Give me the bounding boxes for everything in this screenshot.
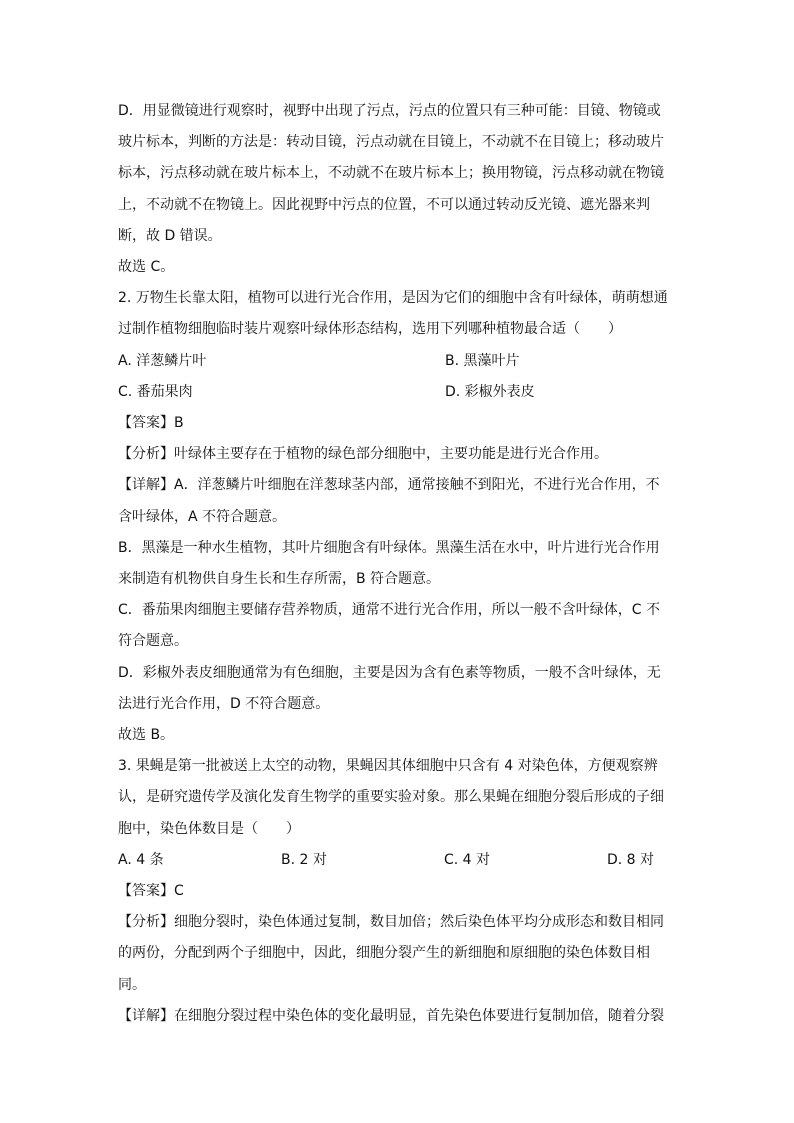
question-3-stem: 认，是研究遗传学及演化发育生物学的重要实验对象。那么果蝇在细胞分裂后形成的子细 (118, 789, 664, 806)
answer-line: 【答案】B (118, 415, 184, 432)
detail-line: C．番茄果肉细胞主要储存营养物质，通常不进行光合作用，所以一般不含叶绿体，C 不 (118, 602, 660, 619)
option-c: C. 番茄果肉 (118, 383, 193, 400)
analysis-line: 的两份，分配到两个子细胞中，因此，细胞分裂产生的新细胞和原细胞的染色体数目相 (118, 945, 650, 962)
option-b: B. 2 对 (281, 851, 327, 868)
option-b: B. 黑藻叶片 (445, 352, 520, 369)
text-line: D．用显微镜进行观察时，视野中出现了污点，污点的位置只有三种可能：目镜、物镜或 (118, 103, 661, 119)
question-3-options (118, 845, 674, 876)
choose-line: 故选 C。 (118, 259, 175, 276)
text-line: 标本，污点移动就在玻片标本上，不动就不在玻片标本上；换用物镜，污点移动就在物镜 (118, 165, 664, 182)
question-2-stem: 2. 万物生长靠太阳，植物可以进行光合作用，是因为它们的细胞中含有叶绿体，萌萌想通 (118, 290, 668, 307)
detail-line: D．彩椒外表皮细胞通常为有色细胞，主要是因为含有色素等物质，一般不含叶绿体，无 (118, 664, 661, 681)
detail-line: 符合题意。 (118, 633, 188, 650)
detail-line: 【详解】在细胞分裂过程中染色体的变化最明显，首先染色体要进行复制加倍，随着分裂 (118, 1007, 664, 1024)
detail-line: 法进行光合作用，D 不符合题意。 (118, 695, 330, 712)
detail-line: 来制造有机物供自身生长和生存所需，B 符合题意。 (118, 571, 441, 588)
option-a: A. 洋葱鳞片叶 (118, 352, 207, 369)
option-c: C. 4 对 (444, 851, 491, 868)
detail-line: 含叶绿体，A 不符合题意。 (118, 508, 287, 525)
analysis-line: 【分析】叶绿体主要存在于植物的绿色部分细胞中，主要功能是进行光合作用。 (118, 446, 608, 463)
detail-line: 【详解】A．洋葱鳞片叶细胞在洋葱球茎内部，通常接触不到阳光，不进行光合作用，不 (118, 477, 660, 494)
choose-line: 故选 B。 (118, 727, 175, 744)
option-d: D. 彩椒外表皮 (445, 383, 535, 400)
question-2-options-row-2 (118, 377, 674, 408)
option-d: D. 8 对 (607, 851, 655, 868)
text-line: 上，不动就不在物镜上。因此视野中污点的位置，不可以通过转动反光镜、遮光器来判 (118, 196, 650, 213)
option-a: A. 4 条 (118, 851, 164, 868)
analysis-line: 【分析】细胞分裂时，染色体通过复制，数目加倍；然后染色体平均分成形态和数目相同 (118, 914, 664, 931)
answer-line: 【答案】C (118, 883, 184, 900)
detail-line: B．黑藻是一种水生植物，其叶片细胞含有叶绿体。黑藻生活在水中，叶片进行光合作用 (118, 539, 660, 556)
question-2-options-row-1 (118, 346, 674, 377)
text-line: 断，故 D 错误。 (118, 227, 222, 244)
text-line: 玻片标本，判断的方法是：转动目镜，污点动就在目镜上，不动就不在目镜上；移动玻片 (118, 134, 664, 151)
analysis-line: 同。 (118, 976, 146, 993)
question-3-stem: 3. 果蝇是第一批被送上太空的动物，果蝇因其体细胞中只含有 4 对染色体，方便观察辨 (118, 758, 658, 775)
question-2-stem: 过制作植物细胞临时装片观察叶绿体形态结构，选用下列哪种植物最合适（ ） (118, 321, 622, 338)
question-3-stem: 胞中，染色体数目是（ ） (118, 820, 300, 837)
